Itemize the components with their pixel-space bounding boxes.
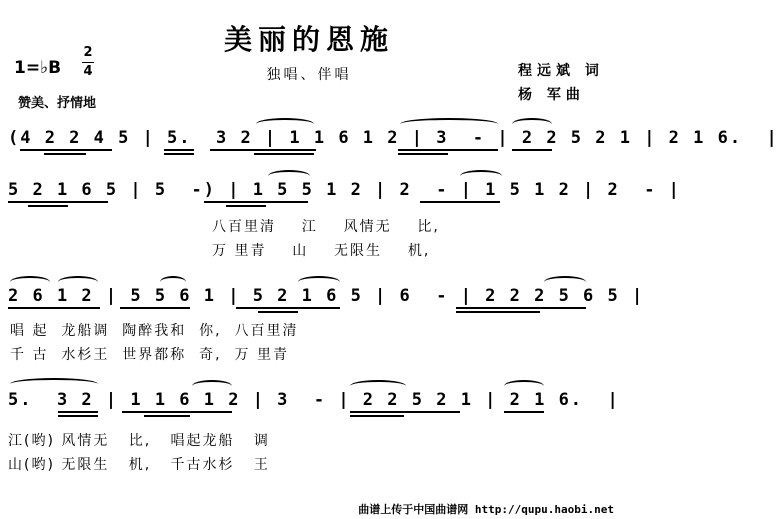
notation-line: (4 2 2 4 5 | 5. 3 2 | 1 1 6 1 2 | 3 - | 2 2 5 2 1 | 2 1 6. | [8, 128, 779, 148]
time-signature [82, 44, 94, 81]
beam [420, 201, 500, 203]
lyric-line-2: 千 古 水杉王 世界都称 奇, 万 里青 [10, 347, 289, 363]
beam [120, 307, 190, 309]
slur [256, 118, 314, 130]
slur [10, 378, 98, 390]
slur [192, 380, 232, 392]
beam [164, 149, 194, 151]
slur [160, 276, 186, 288]
slur [400, 118, 498, 130]
slur [512, 118, 552, 130]
beam [504, 411, 544, 413]
beam [398, 153, 448, 155]
lyric-line-1: 八百里清 江 风情无 比, [212, 219, 440, 235]
beam [398, 149, 498, 151]
beam [204, 201, 308, 203]
slur [350, 380, 406, 392]
beam [8, 307, 100, 309]
beam [122, 411, 232, 413]
slur [460, 170, 502, 182]
lyric-line-2: 万 里青 山 无限生 机, [212, 243, 431, 259]
key-signature: 1=♭B [14, 58, 62, 78]
beam [44, 153, 86, 155]
slur [544, 276, 586, 288]
beam [164, 153, 194, 155]
beam [512, 149, 552, 151]
time-bottom: 4 [83, 64, 93, 79]
beam [456, 307, 586, 309]
beam [28, 205, 68, 207]
beam [58, 411, 98, 413]
notation-line: 5. 3 2 | 1 1 6 1 2 | 3 - | 2 2 5 2 1 | 2 1 6. | [8, 390, 620, 410]
lyric-line-1: 江(哟) 风情无 比, 唱起龙船 调 [8, 433, 270, 449]
subtitle: 独唱、伴唱 [266, 67, 352, 83]
beam [350, 411, 460, 413]
beam [226, 205, 266, 207]
beam [254, 153, 314, 155]
beam [350, 415, 404, 417]
lyric-line-2: 山(哟) 无限生 机, 千古水杉 王 [8, 457, 270, 473]
beam [236, 307, 340, 309]
watermark-footer [0, 501, 618, 517]
beam [258, 311, 298, 313]
slur [504, 380, 544, 392]
lyric-line-1: 唱 起 龙船调 陶醉我和 你, 八百里清 [10, 323, 299, 339]
beam [8, 201, 108, 203]
beam [210, 149, 316, 151]
beam [144, 415, 190, 417]
slur [58, 276, 98, 288]
lyricist-credit: 程远斌 词 [518, 63, 604, 79]
time-divider [82, 62, 94, 63]
notation-line: 2 6 1 2 | 5 5 6 1 | 5 2 1 6 5 | 6 - | 2 2 2 5 6 5 | [8, 286, 645, 306]
slur [268, 170, 310, 182]
page-title: 美丽的恩施 [223, 23, 394, 56]
watermark-text: 曲谱上传于中国曲谱网 http://qupu.haobi.net [358, 503, 614, 516]
slur [298, 276, 340, 288]
beam [456, 311, 540, 313]
time-top: 2 [83, 45, 93, 60]
beam [20, 149, 112, 151]
beam [58, 415, 98, 417]
expression-mark: 赞美、抒情地 [18, 96, 97, 111]
notation-line: 5 2 1 6 5 | 5 -) | 1 5 5 1 2 | 2 - | 1 5 1 2 | 2 - | [8, 180, 681, 200]
slur [10, 276, 50, 288]
composer-credit: 杨 军曲 [518, 87, 585, 103]
